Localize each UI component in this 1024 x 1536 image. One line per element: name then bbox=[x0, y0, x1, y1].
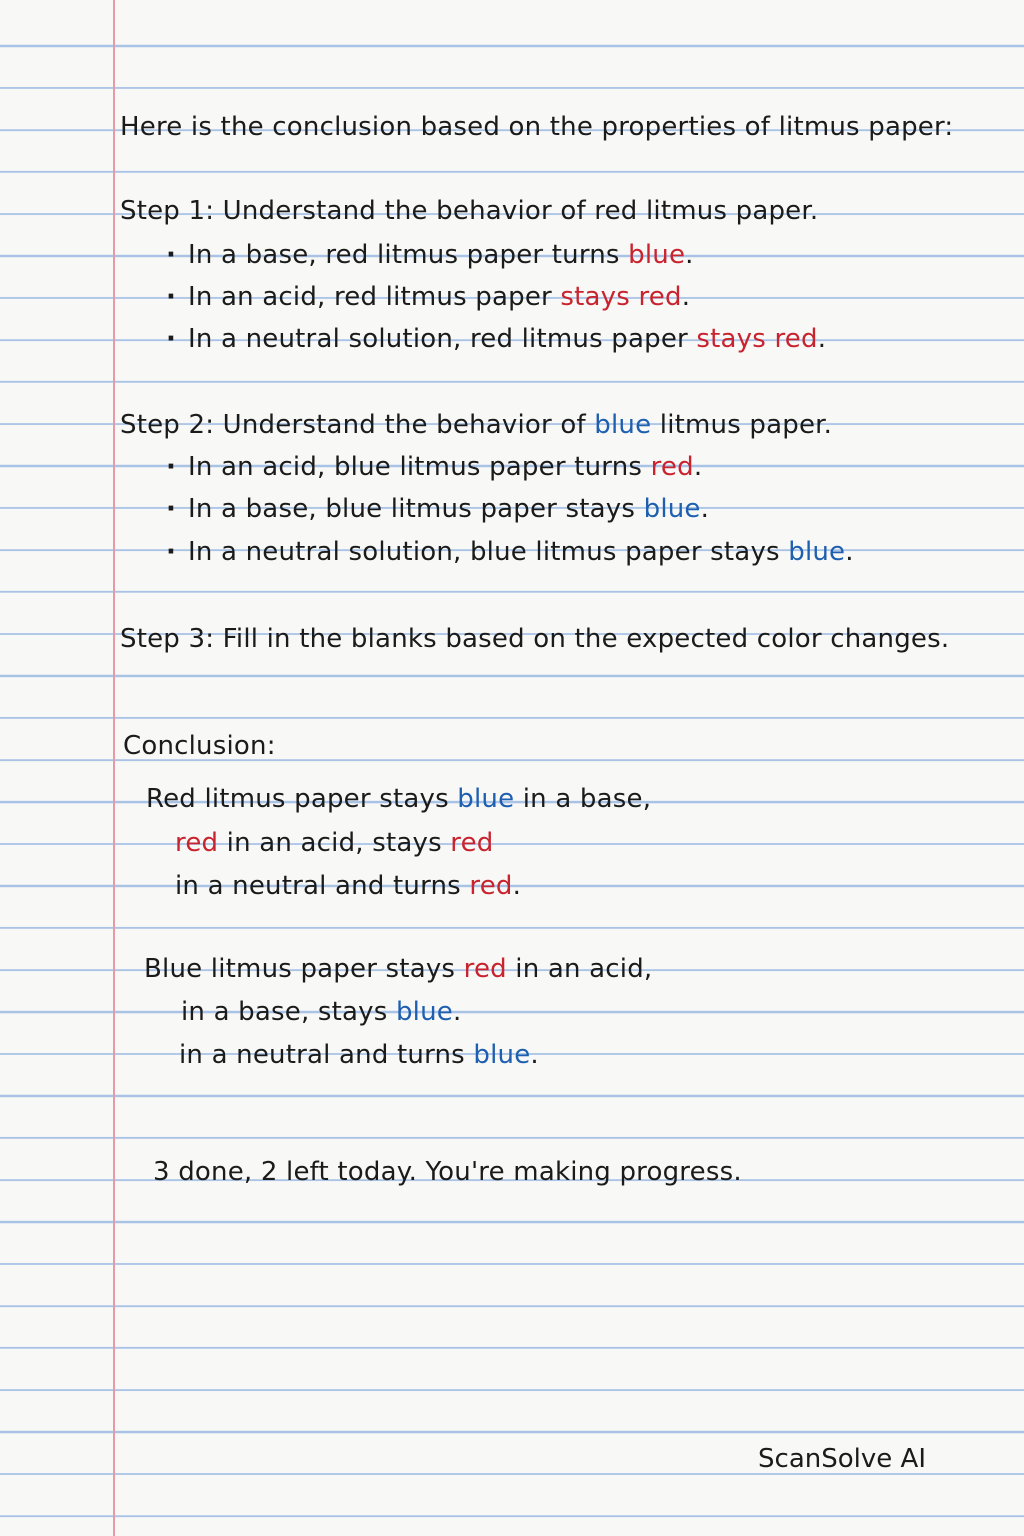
blue-litmus-line-2: in a base, stays blue. bbox=[181, 997, 462, 1027]
step1-bullet-1: · In a base, red litmus paper turns blue. bbox=[166, 240, 694, 270]
brand-label: ScanSolve AI bbox=[758, 1444, 926, 1474]
step2-bullet-3: · In a neutral solution, blue litmus paper stays blue. bbox=[166, 537, 854, 567]
color-word: red bbox=[175, 828, 219, 858]
color-word: red bbox=[469, 871, 513, 901]
bullet-dot-icon: · bbox=[166, 324, 177, 354]
color-word: blue bbox=[788, 537, 846, 567]
color-word: blue bbox=[594, 410, 652, 440]
red-litmus-line-3: in a neutral and turns red. bbox=[175, 871, 522, 901]
bullet-dot-icon: · bbox=[166, 240, 177, 270]
bullet-dot-icon: · bbox=[166, 537, 177, 567]
step1-bullet-2: · In an acid, red litmus paper stays red. bbox=[166, 282, 691, 312]
color-word: blue bbox=[457, 784, 515, 814]
step2-bullet-2: · In a base, blue litmus paper stays blue. bbox=[166, 494, 710, 524]
red-litmus-line-2: red in an acid, stays red bbox=[175, 828, 494, 858]
step2-heading: Step 2: Understand the behavior of blue litmus paper. bbox=[120, 410, 833, 440]
step2-bullet-1: · In an acid, blue litmus paper turns red. bbox=[166, 452, 703, 482]
color-word: blue bbox=[628, 240, 686, 270]
step3-heading: Step 3: Fill in the blanks based on the expected color changes. bbox=[120, 624, 950, 654]
bullet-dot-icon: · bbox=[166, 452, 177, 482]
margin-line bbox=[113, 0, 115, 1536]
blue-litmus-line-3: in a neutral and turns blue. bbox=[179, 1040, 539, 1070]
color-word: blue bbox=[643, 494, 701, 524]
bullet-dot-icon: · bbox=[166, 282, 177, 312]
step1-bullet-3: · In a neutral solution, red litmus paper stays red. bbox=[166, 324, 827, 354]
color-word: stays red bbox=[560, 282, 682, 312]
color-word: blue bbox=[395, 997, 453, 1027]
bullet-dot-icon: · bbox=[166, 494, 177, 524]
blue-litmus-line-1: Blue litmus paper stays red in an acid, bbox=[144, 954, 653, 984]
progress-note: 3 done, 2 left today. You're making progress. bbox=[153, 1157, 742, 1187]
step1-heading: Step 1: Understand the behavior of red litmus paper. bbox=[120, 196, 819, 226]
conclusion-heading: Conclusion: bbox=[123, 731, 276, 761]
color-word: blue bbox=[473, 1040, 531, 1070]
intro-text: Here is the conclusion based on the properties of litmus paper: bbox=[120, 112, 954, 142]
color-word: red bbox=[450, 828, 494, 858]
color-word: stays red bbox=[696, 324, 818, 354]
color-word: red bbox=[650, 452, 694, 482]
color-word: red bbox=[463, 954, 507, 984]
red-litmus-line-1: Red litmus paper stays blue in a base, bbox=[146, 784, 652, 814]
